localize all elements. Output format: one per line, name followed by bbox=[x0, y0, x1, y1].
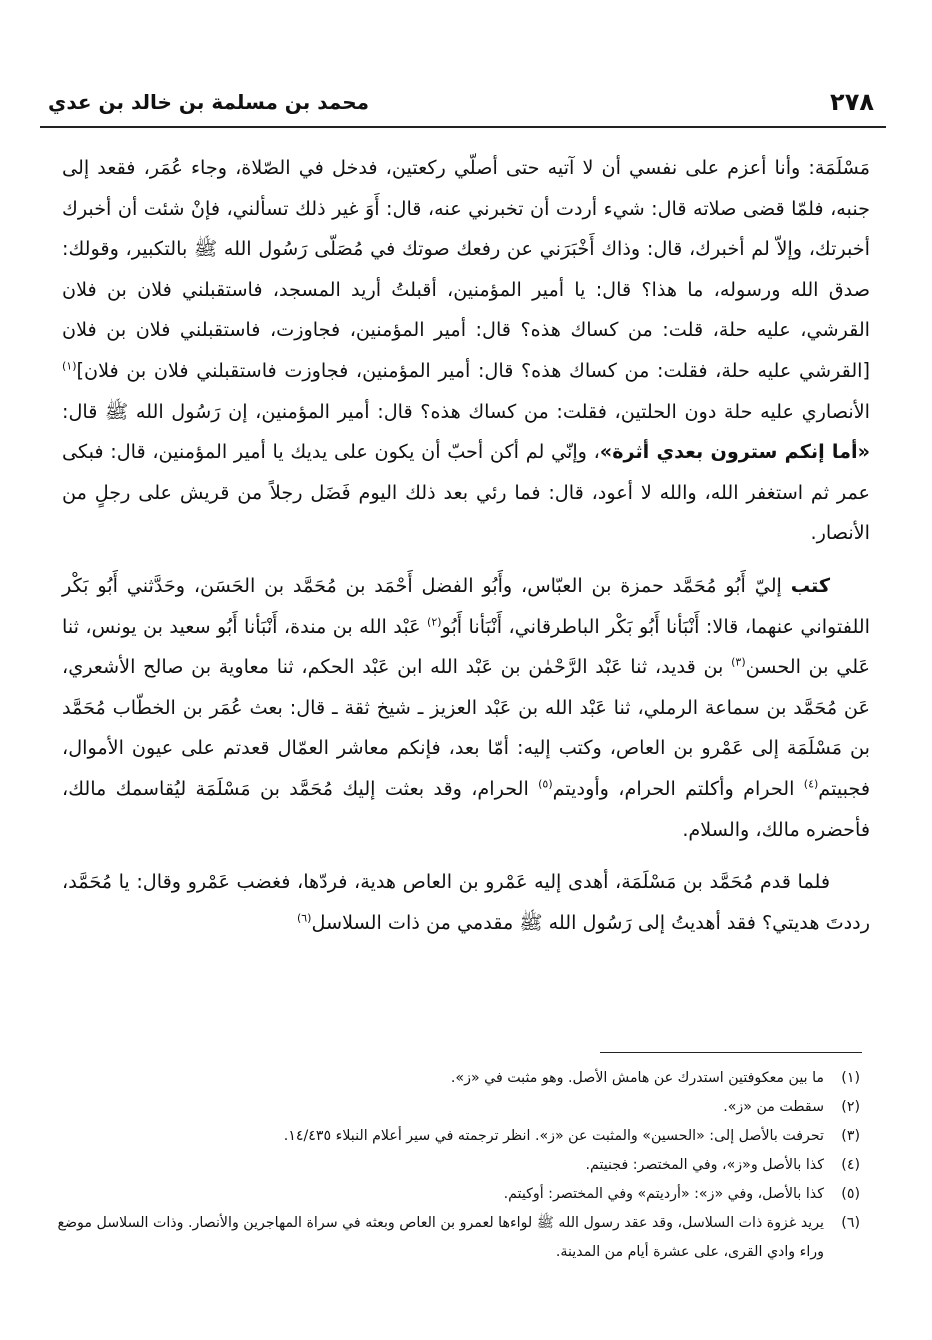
paragraph-lead-word: كتب bbox=[790, 573, 830, 597]
footnote-number: (٥) bbox=[841, 1186, 860, 1202]
footnote-ref-5: (٥) bbox=[538, 777, 553, 791]
footnote-number: (١) bbox=[841, 1070, 860, 1086]
header-rule bbox=[40, 126, 886, 128]
footnote-number: (٣) bbox=[841, 1128, 860, 1144]
footnote-number: (٦) bbox=[841, 1215, 860, 1231]
page-header bbox=[40, 88, 886, 128]
footnote-text: كذا بالأصل، وفي «ز»: «أرديتم» وفي المختصر: أوكيتم. bbox=[503, 1186, 824, 1202]
paragraph-1: مَسْلَمَة: وأنا أعزم على نفسي أن لا آتيه حتى أصلّي ركعتين، فدخل في الصّلاة، وجاء عُمَر، فقعد إلى جنبه، فلمّا قضى صلاته قال: شيء أردت أن تخبرني عنه، قال: أَوَ غير ذلك تسألني، فإنْ شئت أن أخبرك أخبرتك، وإلاّ لم أخبرك، قال: وذاك أَخْبَرَني عن رفعك صوتك في مُصَلّى رَسُول الله ﷺ بالتكبير، وقولك: صدق الله ورسوله، ما هذا؟ قال: يا أمير المؤمنين، أقبلتُ أريد المسجد، فاستقبلني فلان بن فلان القرشي، عليه حلة، قلت: من كساك هذه؟ قال: أمير المؤمنين، فجاوزت، فاستقبلني فلان بن فلان [القرشي عليه حلة، فقلت: من كساك هذه؟ قال: أمير المؤمنين، فجاوزت فاستقبلني فلان بن فلان]$^{(١)}$ الأنصاري عليه حلة دون الحلتين، فقلت: من كساك هذه؟ قال: أمير المؤمنين، إن رَسُول الله ﷺ قال: «أما إنكم سترون بعدي أثرة»، وإنّي لم أكن أحبّ أن يكون على يديك يا أمير المؤمنين، قال: فبكى عمر ثم استغفر الله، والله لا أعود، قال: فما رئي بعد ذلك اليوم فَضَل رجلاً من قريش على رجلٍ من الأنصار. bbox=[62, 156, 870, 545]
footnote-text: ما بين معكوفتين استدرك عن هامش الأصل. وهو مثبت في «ز». bbox=[450, 1070, 824, 1086]
footnote bbox=[52, 1151, 860, 1180]
paragraph-3: فلما قدم مُحَمَّد بن مَسْلَمَة، أهدى إليه عَمْرو بن العاص هدية، فردّها، فغضب عَمْرو وقال: يا مُحَمَّد، رددتَ هديتي؟ فقد أهديتُ إلى رَسُول الله ﷺ مقدمي من ذات السلاسل$^{(٦)}$ bbox=[62, 870, 870, 934]
footnote-text: سقطت من «ز». bbox=[723, 1099, 824, 1115]
footnote-number: (٤) bbox=[841, 1157, 860, 1173]
footnotes bbox=[52, 1064, 860, 1267]
footnote bbox=[52, 1064, 860, 1093]
footnote bbox=[52, 1209, 860, 1267]
footnote-ref-3: (٣) bbox=[731, 655, 746, 669]
footnote-ref-2: (٢) bbox=[427, 615, 442, 629]
running-title: محمد بن مسلمة بن خالد بن عدي bbox=[48, 90, 370, 114]
footnote-text: تحرفت بالأصل إلى: «الحسين» والمثبت عن «ز». انظر ترجمته في سير أعلام النبلاء ١٤/٤٣٥. bbox=[283, 1128, 824, 1144]
footnote-ref-1: (١) bbox=[62, 359, 77, 373]
hadith-quote: «أما إنكم سترون بعدي أثرة» bbox=[599, 440, 870, 464]
footnote-ref-6: (٦) bbox=[296, 911, 312, 925]
main-text bbox=[62, 148, 870, 943]
footnote-number: (٢) bbox=[841, 1099, 860, 1115]
paragraph-2: كتب إليّ أَبُو مُحَمَّد حمزة بن العبّاس، وأَبُو الفضل أَحْمَد بن مُحَمَّد بن الحَسَن، وحَدَّثني أَبُو بَكْر اللفتواني عنهما، قالا: أَنْبَأنا أَبُو بَكْر الباطرقاني، أَنْبَأنا أَبُو$^{(٢)}$ عَبْد الله بن مندة، أَنْبَأنا أَبُو سعيد بن يونس، ثنا عَلي بن الحسن$^{(٣)}$ بن قديد، ثنا عَبْد الرَّحْمٰن بن عَبْد الله ابن عَبْد الحكم، ثنا معاوية بن صالح الأشعري، عَن مُحَمَّد بن سماعة الرملي، ثنا عَبْد الله بن عَبْد العزيز ـ شيخ ثقة ـ قال: بعث عُمَر بن الخطّاب مُحَمَّد بن مَسْلَمَة إلى عَمْرو بن العاص، وكتب إليه: أمّا بعد، فإنكم معاشر العمّال قعدتم على عيون الأموال، فجبيتم$^{(٤)}$ الحرام وأكلتم الحرام، وأوديتم$^{(٥)}$ الحرام، وقد بعثت إليك مُحَمَّد بن مَسْلَمَة ليُقاسمك مالك، فأحضره مالك، والسلام. bbox=[62, 573, 871, 841]
footnote bbox=[52, 1093, 860, 1122]
footnote-ref-4: (٤) bbox=[803, 777, 819, 791]
footnote-rule bbox=[600, 1052, 862, 1053]
page-number: ٢٧٨ bbox=[830, 88, 874, 116]
footnote-text: كذا بالأصل و«ز»، وفي المختصر: فجنيتم. bbox=[585, 1157, 824, 1173]
footnote-text: يريد غزوة ذات السلاسل، وقد عقد رسول الله ﷺ لواءها لعمرو بن العاص وبعثه في سراة المهاجرين والأنصار. وذات السلاسل موضع وراء وادي القرى، على عشرة أيام من المدينة. bbox=[57, 1215, 824, 1260]
footnote bbox=[52, 1122, 860, 1151]
footnote bbox=[52, 1180, 860, 1209]
